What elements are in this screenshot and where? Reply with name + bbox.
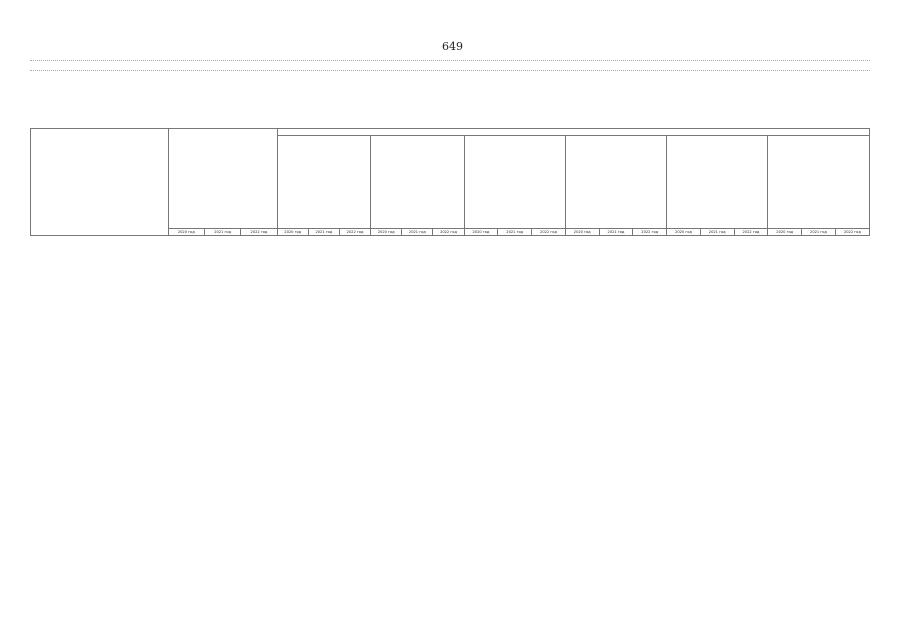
- year-header: 2020 год: [667, 229, 701, 236]
- year-header: 2020 год: [371, 229, 402, 236]
- header-including: [277, 129, 869, 136]
- year-header: 2021 год: [498, 229, 532, 236]
- year-header: 2020 год: [168, 229, 204, 236]
- header-group: [464, 136, 565, 229]
- header-name: [31, 129, 169, 236]
- header-group: [277, 136, 370, 229]
- year-header: 2022 год: [734, 229, 768, 236]
- year-header: 2022 год: [339, 229, 370, 236]
- header-group: [667, 136, 768, 229]
- year-header: 2021 год: [204, 229, 240, 236]
- year-header: 2021 год: [700, 229, 734, 236]
- header-group: [565, 136, 666, 229]
- subsidy-table: [30, 128, 870, 236]
- year-header: 2022 год: [433, 229, 464, 236]
- year-header: 2022 год: [532, 229, 566, 236]
- header-group: [768, 136, 870, 229]
- year-header: 2021 год: [402, 229, 433, 236]
- year-header: 2020 год: [565, 229, 599, 236]
- year-header: 2021 год: [802, 229, 836, 236]
- year-header: 2020 год: [464, 229, 498, 236]
- year-header: 2020 год: [277, 229, 308, 236]
- year-header: 2021 год: [599, 229, 633, 236]
- year-header: 2022 год: [633, 229, 667, 236]
- dotted-rule: [30, 70, 870, 71]
- year-header: 2020 год: [768, 229, 802, 236]
- year-header: 2021 год: [308, 229, 339, 236]
- header-total: [168, 129, 277, 229]
- year-header: 2022 год: [241, 229, 277, 236]
- year-header: 2022 год: [835, 229, 869, 236]
- dotted-rule: [30, 60, 870, 61]
- header-group: [371, 136, 464, 229]
- page-number: 649: [442, 40, 463, 53]
